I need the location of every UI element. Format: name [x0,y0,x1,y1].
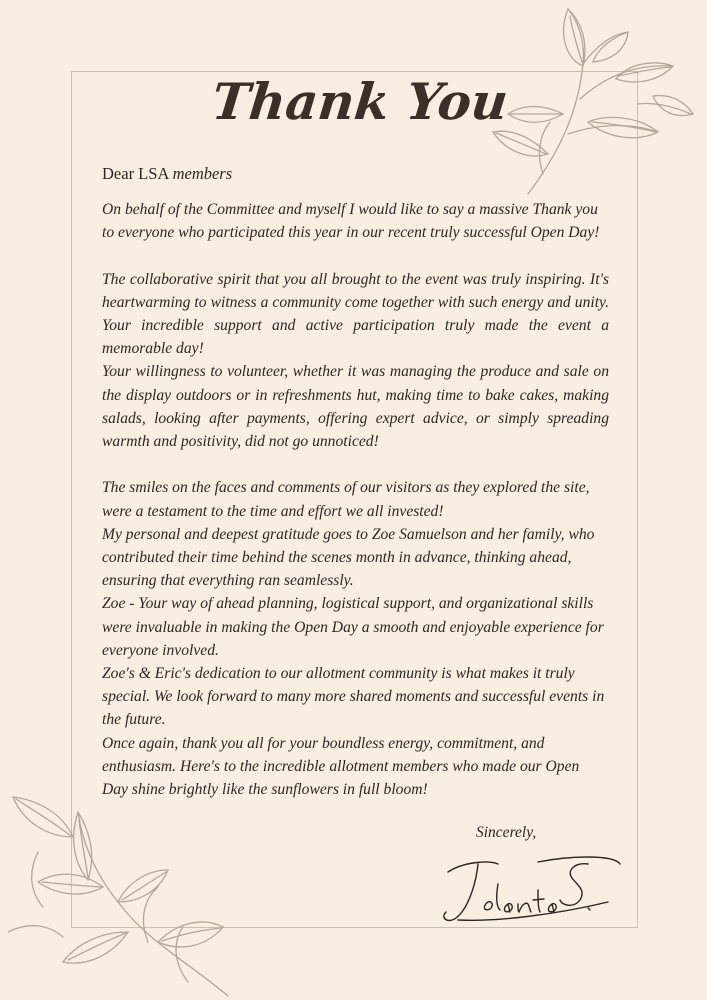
paragraph-closing-thanks: Once again, thank you all for your boundless energy, commitment, and enthusiasm. Here's to the incredible allotment members who made our Open Day shine brightly like the sunflowers in full bloom! [102,734,580,799]
leaf-branch-bottom-icon [8,792,234,998]
paragraph-visitors: The smiles on the faces and comments of our visitors as they explored the site, were a testament to the time and effort we all invested! [102,479,590,520]
signature-icon [438,854,624,930]
letter-greeting [102,164,232,184]
paragraph-gratitude: My personal and deepest gratitude goes to Zoe Samuelson and her family, who contributed their time behind the scenes month in advance, thinking ahead, ensuring that everything ran seamlessly. [102,525,595,590]
paragraph-planning: Zoe - Your way of ahead planning, logistical support, and organizational skills were invaluable in making the Open Day a smooth and enjoyable experience for everyone involved. [102,595,604,659]
greeting-suffix: members [172,164,233,183]
letter-title: Thank You [209,72,511,131]
paragraph-committee-thanks: On behalf of the Committee and myself I would like to say a massive Thank you to everyone who participated this year in our recent truly successful Open Day! [102,201,600,242]
letter-body [102,198,609,801]
paragraph-collaborative-spirit: The collaborative spirit that you all brought to the event was truly inspiring. It's heartwarming to witness a community come together with such energy and unity. Your incredible support and active participation truly made the event a memorable day! [102,270,609,358]
paragraph-dedication: Zoe's & Eric's dedication to our allotment community is what makes it truly special. We look forward to many more shared moments and successful events in the future. [102,665,605,729]
paragraph-volunteering: Your willingness to volunteer, whether it was managing the produce and sale on the display outdoors or in refreshments hut, making time to bake cakes, making salads, looking after payments, offering expert advice, or simply spreading warmth and positivity, did not go unnoticed! [102,363,609,451]
greeting-prefix: Dear LSA [102,164,169,183]
letter-closing: Sincerely, [476,824,537,841]
